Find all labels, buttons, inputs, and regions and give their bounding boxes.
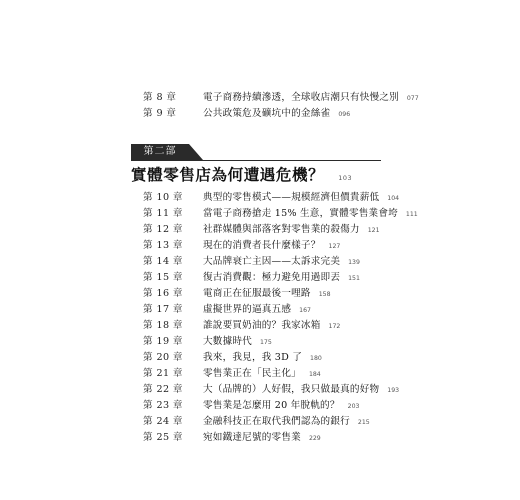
toc-entry xyxy=(143,334,272,350)
page-number: 203 xyxy=(347,403,360,410)
chapter-number: 第 20 章 xyxy=(143,352,183,363)
page-number: 096 xyxy=(338,111,351,118)
chapter-title: 大（品牌的）人好假，我只做最真的好物 xyxy=(203,384,380,395)
toc-entry xyxy=(143,302,311,318)
toc-entry xyxy=(143,238,340,254)
chapter-title: 現在的消費者長什麼樣子？ xyxy=(203,240,321,251)
part-page-number: 103 xyxy=(338,174,353,182)
chapter-number: 第 8 章 xyxy=(143,92,177,103)
toc-entry xyxy=(143,318,340,334)
part-label: 第二部 xyxy=(131,144,189,160)
toc-entry xyxy=(143,366,321,382)
page-number: 167 xyxy=(299,307,311,314)
page-number: 215 xyxy=(357,419,370,426)
chapter-title: 零售業是怎麼用 20 年脫軌的？ xyxy=(203,400,340,411)
toc-entry xyxy=(143,286,331,302)
page-number: 158 xyxy=(318,291,331,298)
page-number: 184 xyxy=(308,371,321,378)
chapter-title: 我來，我見，我 3D 了 xyxy=(203,352,303,363)
chapter-number: 第 12 章 xyxy=(143,224,183,235)
chapter-number: 第 22 章 xyxy=(143,384,183,395)
toc-entry xyxy=(143,414,370,430)
chapter-title: 宛如鐵達尼號的零售業 xyxy=(203,432,301,443)
toc-entry xyxy=(143,206,418,222)
toc-entry xyxy=(143,398,359,414)
chapter-number: 第 10 章 xyxy=(143,192,183,203)
toc-entry xyxy=(143,270,360,286)
chapter-title: 虛擬世界的逼真五感 xyxy=(203,304,292,315)
toc-entry xyxy=(143,222,380,238)
chapter-number: 第 15 章 xyxy=(143,272,183,283)
chapter-title: 大數據時代 xyxy=(203,336,252,347)
chapter-title: 金融科技正在取代我們認為的銀行 xyxy=(203,416,350,427)
toc-entry xyxy=(143,90,419,106)
chapter-title: 復古消費觀：極力避免用過即丟 xyxy=(203,272,341,283)
chapter-title: 電商正在征服最後一哩路 xyxy=(203,288,311,299)
chapter-number: 第 23 章 xyxy=(143,400,183,411)
toc-entry xyxy=(143,190,399,206)
part-title-text: 實體零售店為何遭遇危機？ xyxy=(131,165,325,184)
page-number: 172 xyxy=(328,323,341,330)
chapter-title: 大品牌衰亡主因——太訴求完美 xyxy=(203,256,341,267)
page-number: 121 xyxy=(367,227,380,234)
part-label-tab xyxy=(189,144,203,160)
chapter-number: 第 11 章 xyxy=(143,208,183,219)
chapter-number: 第 17 章 xyxy=(143,304,183,315)
toc-entry xyxy=(143,350,322,366)
page-number: 139 xyxy=(348,259,360,266)
toc-entry xyxy=(143,254,360,270)
chapter-title: 電子商務持續滲透，全球收店潮只有快慢之別 xyxy=(203,92,399,103)
page-number: 077 xyxy=(406,95,419,102)
chapter-title: 零售業正在「民主化」 xyxy=(203,368,301,379)
page-number: 175 xyxy=(259,339,272,346)
chapter-title: 社群媒體與部落客對零售業的殺傷力 xyxy=(203,224,360,235)
chapter-title: 當電子商務搶走 15% 生意，實體零售業會垮 xyxy=(203,208,398,219)
chapter-number: 第 16 章 xyxy=(143,288,183,299)
chapter-title: 典型的零售模式——規模經濟但價貴薪低 xyxy=(203,192,380,203)
chapter-number: 第 9 章 xyxy=(143,108,177,119)
chapter-number: 第 13 章 xyxy=(143,240,183,251)
chapter-number: 第 21 章 xyxy=(143,368,183,379)
page-number: 229 xyxy=(308,435,321,442)
chapter-number: 第 14 章 xyxy=(143,256,183,267)
page-number: 193 xyxy=(387,387,400,394)
page-number: 104 xyxy=(387,195,400,202)
page-number: 127 xyxy=(328,243,341,250)
chapter-number: 第 25 章 xyxy=(143,432,183,443)
chapter-number: 第 18 章 xyxy=(143,320,183,331)
toc-entry xyxy=(143,382,399,398)
chapter-title: 公共政策危及礦坑中的金絲雀 xyxy=(203,108,331,119)
toc-entry xyxy=(143,430,321,446)
page-number: 111 xyxy=(405,211,418,218)
part-divider xyxy=(131,160,381,161)
page-number: 151 xyxy=(348,275,360,282)
page-number: 180 xyxy=(310,355,322,362)
chapter-number: 第 19 章 xyxy=(143,336,183,347)
chapter-number: 第 24 章 xyxy=(143,416,183,427)
part-title xyxy=(131,164,352,189)
chapter-title: 誰說要買奶油的？我家冰箱 xyxy=(203,320,321,331)
toc-entry xyxy=(143,106,350,122)
